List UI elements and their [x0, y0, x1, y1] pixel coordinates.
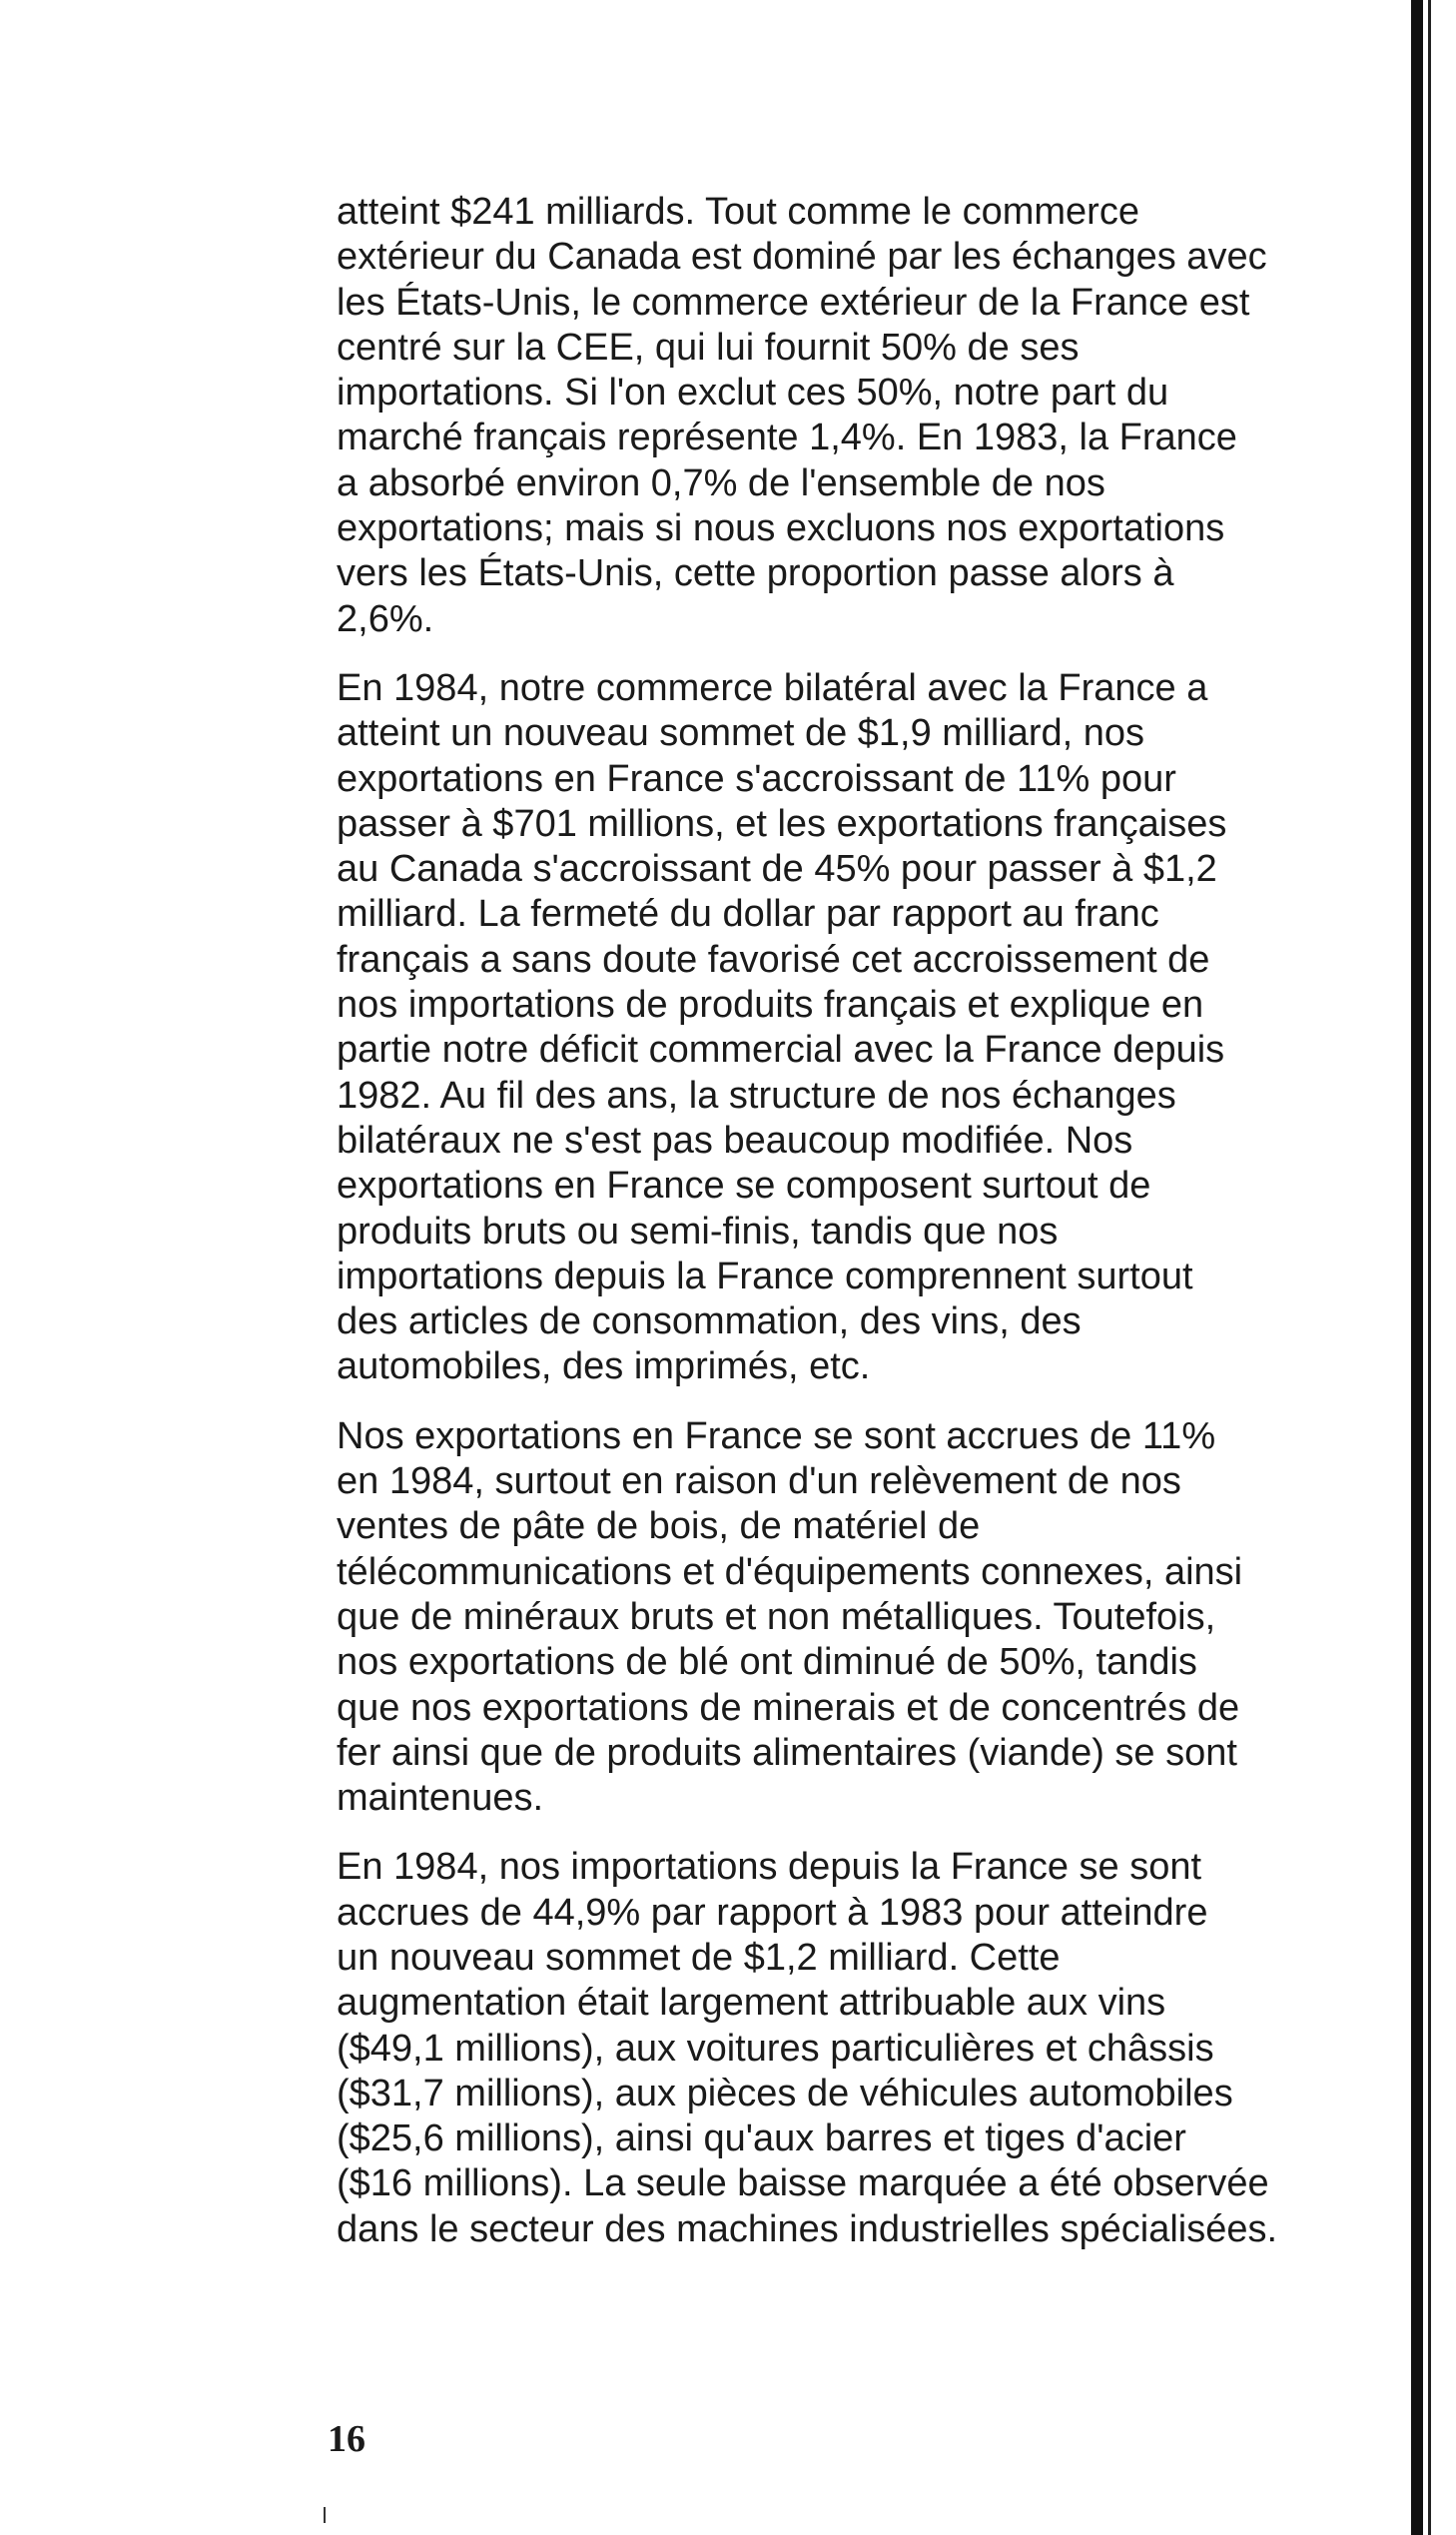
text-line: exportations; mais si nous excluons nos exportations — [337, 507, 1225, 550]
paragraph — [337, 666, 1335, 1390]
text-line: produits bruts ou semi-finis, tandis que nos — [337, 1210, 1059, 1253]
text-line: atteint $241 milliards. Tout comme le commerce — [337, 191, 1139, 233]
paragraph — [337, 1845, 1335, 2252]
text-line: atteint un nouveau sommet de $1,9 milliard, nos — [337, 712, 1145, 755]
margin-tick-mark — [324, 2507, 326, 2523]
text-line: Nos exportations en France se sont accrues de 11% — [337, 1414, 1216, 1457]
text-line: milliard. La fermeté du dollar par rapport au franc — [337, 893, 1159, 936]
text-line: au Canada s'accroissant de 45% pour passer à $1,2 — [337, 848, 1217, 891]
text-line: En 1984, notre commerce bilatéral avec la France a — [337, 666, 1208, 709]
paragraph — [337, 190, 1335, 642]
body-text — [337, 190, 1335, 2276]
text-line: 1982. Au fil des ans, la structure de nos échanges — [337, 1074, 1176, 1117]
text-line: que nos exportations de minerais et de concentrés de — [337, 1686, 1240, 1729]
text-line: les États-Unis, le commerce extérieur de la France est — [337, 281, 1250, 324]
text-line: dans le secteur des machines industrielles spécialisées. — [337, 2207, 1278, 2250]
text-line: nos importations de produits français et explique en — [337, 984, 1204, 1027]
text-line: accrues de 44,9% par rapport à 1983 pour atteindre — [337, 1891, 1208, 1934]
text-line: passer à $701 millions, et les exportations françaises — [337, 802, 1227, 845]
text-line: 2,6%. — [337, 597, 434, 640]
paragraph — [337, 1414, 1335, 1822]
text-line: importations. Si l'on exclut ces 50%, notre part du — [337, 372, 1169, 415]
text-line: marché français représente 1,4%. En 1983, la France — [337, 417, 1237, 459]
text-line: français a sans doute favorisé cet accroissement de — [337, 938, 1210, 981]
text-line: en 1984, surtout en raison d'un relèvement de nos — [337, 1460, 1181, 1503]
text-line: augmentation était largement attribuable aux vins — [337, 1982, 1166, 2025]
page-edge-shadow — [1411, 0, 1423, 2535]
text-line: importations depuis la France comprennent surtout — [337, 1255, 1193, 1297]
text-line: ventes de pâte de bois, de matériel de — [337, 1505, 981, 1548]
text-line: ($16 millions). La seule baisse marquée a été observée — [337, 2162, 1269, 2205]
text-line: vers les États-Unis, cette proportion passe alors à — [337, 552, 1174, 595]
text-line: partie notre déficit commercial avec la France depuis — [337, 1029, 1225, 1072]
text-line: exportations en France se composent surtout de — [337, 1165, 1151, 1208]
text-line: des articles de consommation, des vins, des — [337, 1300, 1082, 1343]
page-edge-line — [1428, 0, 1431, 2535]
text-line: ($49,1 millions), aux voitures particulières et châssis — [337, 2027, 1214, 2070]
text-line: automobiles, des imprimés, etc. — [337, 1345, 871, 1388]
text-line: nos exportations de blé ont diminué de 50%, tandis — [337, 1641, 1197, 1684]
text-line: centré sur la CEE, qui lui fournit 50% de ses — [337, 326, 1080, 369]
text-line: ($25,6 millions), ainsi qu'aux barres et tiges d'acier — [337, 2117, 1186, 2160]
text-line: fer ainsi que de produits alimentaires (viande) se sont — [337, 1731, 1237, 1774]
text-line: bilatéraux ne s'est pas beaucoup modifiée. Nos — [337, 1119, 1133, 1162]
text-line: En 1984, nos importations depuis la France se sont — [337, 1846, 1202, 1889]
text-line: a absorbé environ 0,7% de l'ensemble de nos — [337, 461, 1105, 504]
text-line: ($31,7 millions), aux pièces de véhicules automobiles — [337, 2072, 1233, 2114]
text-line: extérieur du Canada est dominé par les échanges avec — [337, 236, 1267, 279]
text-line: maintenues. — [337, 1777, 544, 1820]
text-line: un nouveau sommet de $1,2 milliard. Cette — [337, 1936, 1061, 1979]
text-line: télécommunications et d'équipements connexes, ainsi — [337, 1550, 1243, 1593]
text-line: que de minéraux bruts et non métalliques. Toutefois, — [337, 1595, 1216, 1638]
page-number: 16 — [328, 2418, 365, 2460]
text-line: exportations en France s'accroissant de 11% pour — [337, 757, 1176, 800]
